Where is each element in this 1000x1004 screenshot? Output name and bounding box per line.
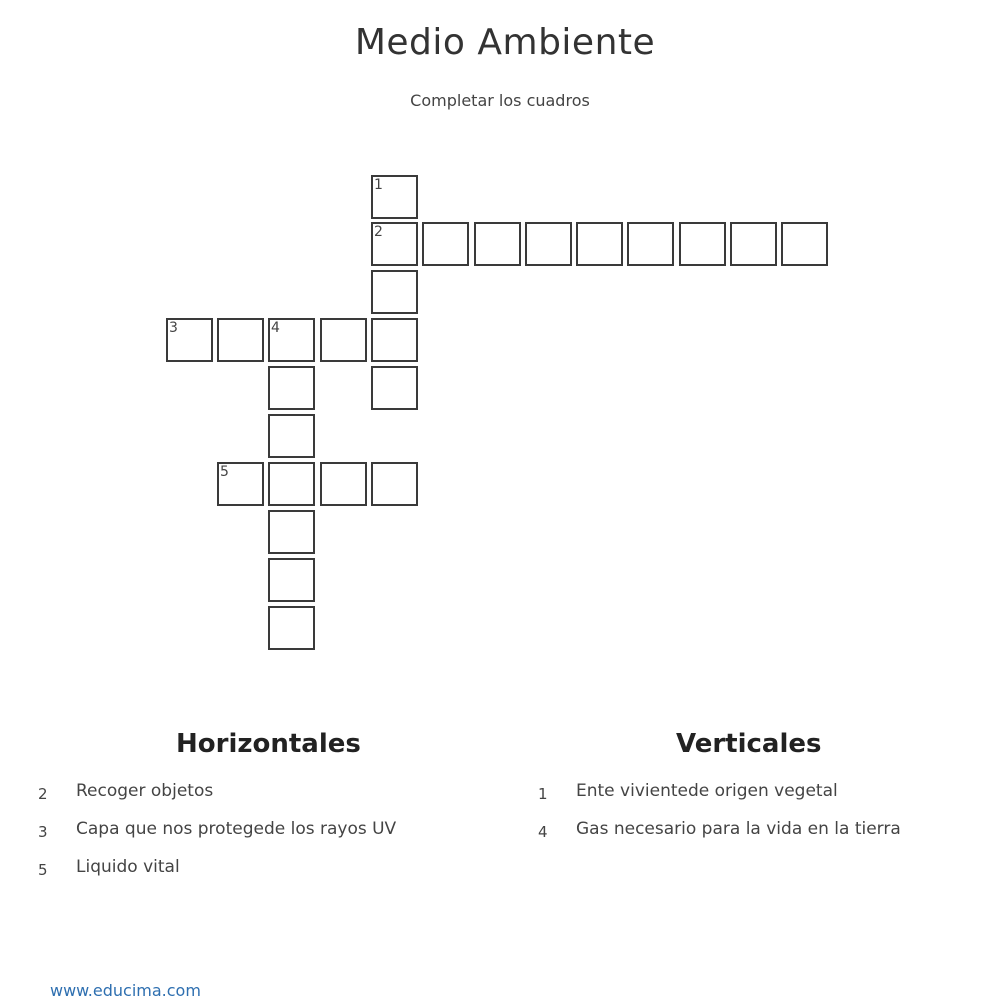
crossword-cell[interactable] [627, 222, 674, 266]
cell-number: 5 [220, 464, 229, 480]
clue-number: 3 [38, 823, 48, 841]
page-title: Medio Ambiente [354, 22, 656, 63]
crossword-cell[interactable] [371, 366, 418, 410]
clue-number: 5 [38, 861, 48, 879]
crossword-cell[interactable] [217, 318, 264, 362]
crossword-cell[interactable] [268, 510, 315, 554]
verticales-heading: Verticales [676, 729, 822, 759]
clue-text: Recoger objetos [76, 781, 214, 801]
crossword-cell[interactable] [781, 222, 828, 266]
crossword-cell[interactable] [371, 175, 418, 219]
crossword-cell[interactable] [730, 222, 777, 266]
crossword-cell[interactable] [268, 366, 315, 410]
cell-number: 3 [169, 320, 178, 336]
crossword-cell[interactable] [268, 462, 315, 506]
crossword-cell[interactable] [166, 318, 213, 362]
cell-number: 4 [271, 320, 280, 336]
crossword-cell[interactable] [268, 558, 315, 602]
crossword-cell[interactable] [576, 222, 623, 266]
crossword-cell[interactable] [422, 222, 469, 266]
crossword-cell[interactable] [268, 606, 315, 650]
crossword-cell[interactable] [268, 414, 315, 458]
crossword-cell[interactable] [474, 222, 521, 266]
horizontales-heading: Horizontales [176, 729, 361, 759]
cell-number: 2 [374, 224, 383, 240]
crossword-cell[interactable] [679, 222, 726, 266]
clue-text: Gas necesario para la vida en la tierra [576, 819, 901, 839]
clue-number: 2 [38, 785, 48, 803]
clue-text: Ente vivientede origen vegetal [576, 781, 838, 801]
crossword-cell[interactable] [371, 270, 418, 314]
clue-number: 4 [538, 823, 548, 841]
page-subtitle: Completar los cuadros [410, 91, 590, 110]
crossword-cell[interactable] [371, 462, 418, 506]
crossword-cell[interactable] [320, 462, 367, 506]
crossword-cell[interactable] [371, 318, 418, 362]
cell-number: 1 [374, 177, 383, 193]
crossword-cell[interactable] [371, 222, 418, 266]
clue-text: Liquido vital [76, 857, 180, 877]
crossword-cell[interactable] [217, 462, 264, 506]
crossword-cell[interactable] [320, 318, 367, 362]
clue-text: Capa que nos protegede los rayos UV [76, 819, 397, 839]
clue-number: 1 [538, 785, 548, 803]
crossword-cell[interactable] [525, 222, 572, 266]
footer-link[interactable]: www.educima.com [50, 981, 201, 1000]
crossword-cell[interactable] [268, 318, 315, 362]
